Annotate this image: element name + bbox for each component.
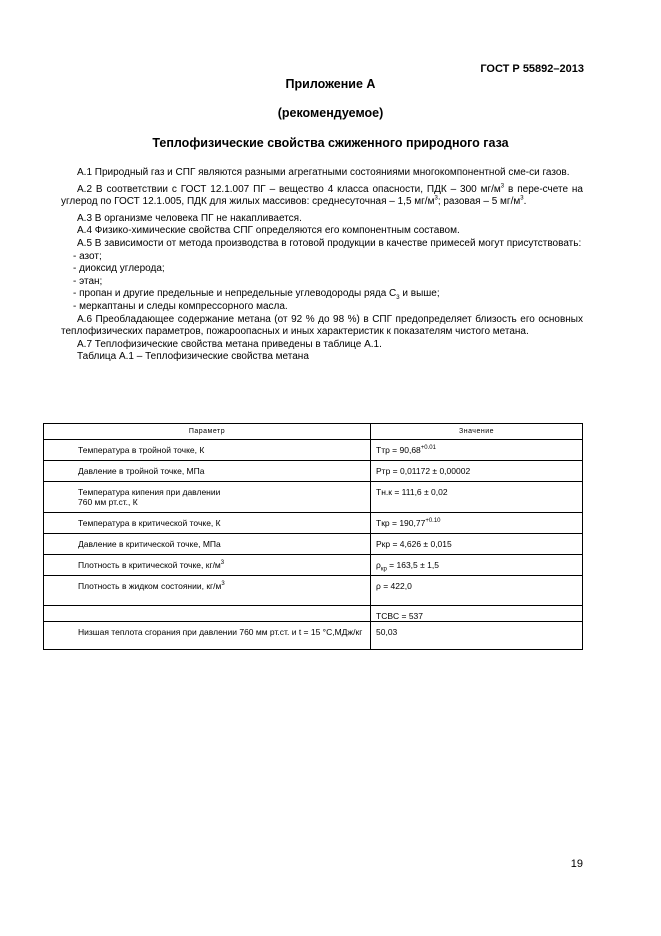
param-cell bbox=[44, 482, 371, 513]
appendix-status: (рекомендуемое) bbox=[277, 106, 384, 120]
value-cell: Pтр = 0,01172 ± 0,00002 bbox=[371, 461, 583, 482]
paragraph-a1: А.1 Природный газ и СПГ являются разными агрегатными состояниями многокомпонентной сме-си газов. bbox=[77, 167, 570, 178]
value-sub: кр bbox=[380, 566, 387, 573]
properties-table bbox=[43, 423, 583, 650]
paragraph-a5: А.5 В зависимости от метода производства в готовой продукции в качестве примесей могут присутствовать: bbox=[77, 237, 582, 249]
a2-text-4: . bbox=[523, 196, 527, 208]
table-row bbox=[44, 606, 583, 622]
list-item: - диоксид углерода; bbox=[73, 263, 165, 275]
value-cell: TCBC = 537 bbox=[371, 606, 583, 622]
param-cell: Низшая теплота сгорания при давлении 760 мм рт.ст. и t = 15 °С,МДж/кг bbox=[44, 622, 371, 650]
table-row bbox=[44, 440, 583, 461]
paragraph-a7: А.7 Теплофизические свойства метана приведены в таблице А.1. bbox=[77, 338, 382, 350]
table-row bbox=[44, 513, 583, 534]
paragraph-a4: А.4 Физико-химические свойства СПГ определяются его компонентным составом. bbox=[77, 225, 460, 237]
value-cell: 50,03 bbox=[371, 622, 583, 650]
param-cell bbox=[44, 576, 371, 606]
list-item: - меркаптаны и следы компрессорного масла. bbox=[73, 300, 288, 312]
a2-text-1: А.2 В соответствии с ГОСТ 12.1.007 ПГ – вещество 4 класса опасности, ПДК – 300 мг/м bbox=[77, 183, 501, 195]
header-value: Значение bbox=[371, 424, 583, 440]
value-cell bbox=[371, 513, 583, 534]
paragraph-a6: А.6 Преобладающее содержание метана (от 92 % до 98 %) в СПГ предопределяет близость его основных теплофизических параметров, пожароопасных и иных характеристик к показателям чистого метана. bbox=[61, 313, 583, 338]
param-cell: Давление в критической точке, МПа bbox=[44, 534, 371, 555]
table-header-row bbox=[44, 424, 583, 440]
body-text bbox=[61, 167, 583, 364]
param-text: Плотность в критической точке, кг/м bbox=[78, 560, 221, 570]
param-cell: Температура в критической точке, К bbox=[44, 513, 371, 534]
list-item-tail: и выше; bbox=[399, 288, 440, 300]
param-sup: 3 bbox=[221, 581, 225, 588]
table-row bbox=[44, 622, 583, 650]
table-row bbox=[44, 555, 583, 576]
list-item bbox=[61, 288, 583, 301]
param-text: Плотность в жидком состоянии, кг/м bbox=[78, 581, 222, 591]
list-item: - азот; bbox=[73, 250, 102, 262]
value-text: Tтр = 90,68 bbox=[376, 445, 421, 455]
list-item-text: - пропан и другие предельные и непредельные углеводороды ряда С bbox=[73, 288, 397, 300]
header-param: Параметр bbox=[44, 424, 371, 440]
table-row bbox=[44, 534, 583, 555]
a2-sup-3: 3 bbox=[520, 195, 524, 202]
paragraph-a2 bbox=[61, 184, 583, 209]
param-sup: 3 bbox=[220, 560, 225, 567]
value-cell bbox=[371, 555, 583, 576]
table-row bbox=[44, 482, 583, 513]
table-row bbox=[44, 461, 583, 482]
value-text: = 163,5 ± 1,5 bbox=[386, 560, 439, 570]
value-text: Tкр = 190,77 bbox=[376, 518, 426, 528]
a2-text-3: ; разовая – 5 мг/м bbox=[437, 196, 521, 208]
paragraph-a3: А.3 В организме человека ПГ не накапливается. bbox=[77, 212, 302, 224]
value-cell bbox=[371, 440, 583, 461]
value-cell: Tн.к = 111,6 ± 0,02 bbox=[371, 482, 583, 513]
standard-code: ГОСТ Р 55892–2013 bbox=[480, 63, 584, 75]
param-cell: Температура в тройной точке, К bbox=[44, 440, 371, 461]
param-line-2: 760 мм рт.ст., К bbox=[78, 497, 138, 507]
a2-sup-2: 3 bbox=[434, 195, 438, 202]
param-cell bbox=[44, 555, 371, 576]
list-item: - этан; bbox=[73, 275, 103, 287]
table-caption: Таблица А.1 – Теплофизические свойства метана bbox=[77, 351, 309, 363]
param-cell bbox=[44, 606, 371, 622]
value-sup: +0.01 bbox=[420, 445, 436, 452]
a2-text-2: в пере-счете на углерод по ГОСТ 12.1.005, ПДК для жилых массивов: среднесуточная – 1,5 мг/м bbox=[61, 183, 583, 208]
value-cell: Pкр = 4,626 ± 0,015 bbox=[371, 534, 583, 555]
value-symbol: ρ bbox=[376, 560, 381, 570]
c3-subscript: 3 bbox=[396, 295, 400, 302]
param-line-1: Температура кипения при давлении bbox=[78, 487, 221, 497]
appendix-heading: Теплофизические свойства сжиженного природного газа bbox=[152, 136, 509, 150]
param-cell: Давление в тройной точке, МПа bbox=[44, 461, 371, 482]
page-number: 19 bbox=[570, 858, 583, 870]
a2-sup-1: 3 bbox=[500, 183, 505, 190]
appendix-title: Приложение А bbox=[285, 77, 376, 91]
table-row bbox=[44, 576, 583, 606]
value-cell: ρ = 422,0 bbox=[371, 576, 583, 606]
value-sup: +0.10 bbox=[425, 518, 441, 525]
